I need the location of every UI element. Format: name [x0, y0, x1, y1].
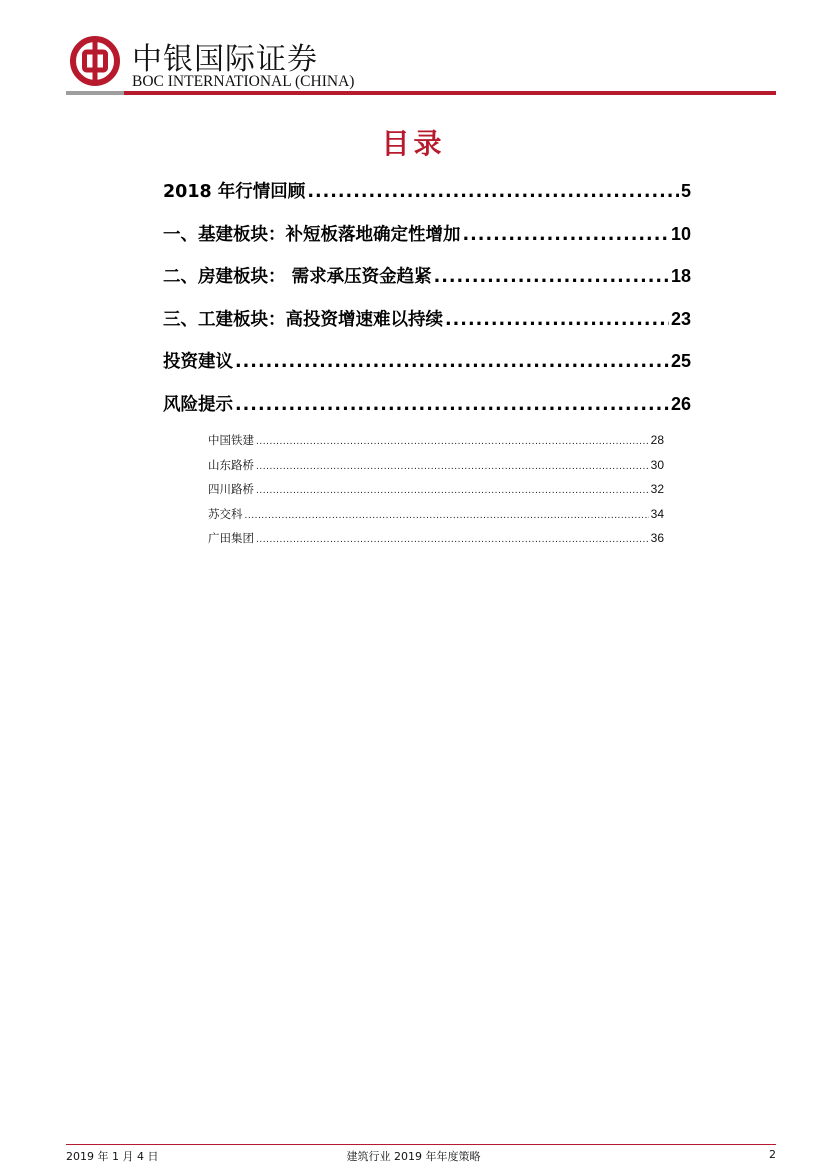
toc-leader-dots: [235, 395, 669, 415]
footer-date: 2019 年 1 月 4 日: [66, 1150, 159, 1163]
toc-entry-page: 18: [670, 266, 691, 286]
toc-sub-entry-label: 苏交科: [208, 506, 243, 521]
toc-entry[interactable]: [163, 221, 691, 264]
toc-entry-page: 10: [670, 223, 691, 244]
toc-leader-dots: [256, 535, 649, 545]
toc-sub-entry-page: 30: [650, 457, 664, 472]
toc-entry-label: 二、房建板块： 需求承压资金趋紧: [163, 267, 432, 287]
toc-entry-label: 一、基建板块：补短板落地确定性增加: [163, 224, 461, 245]
toc-sub-entry-page: 34: [650, 506, 664, 521]
toc-entry-page: 5: [680, 181, 691, 201]
toc-title: 目录: [381, 127, 446, 160]
toc-entry-page: 25: [670, 351, 691, 371]
page-header: [66, 30, 776, 100]
toc-sub-entry-label: 广田集团: [208, 531, 254, 546]
toc-sub-entry[interactable]: [208, 481, 664, 506]
toc-sub-list: [208, 432, 664, 555]
toc-entry-label: 三、工建板块：高投资增速难以持续: [163, 309, 443, 330]
toc-entry-label: 风险提示: [163, 394, 233, 415]
toc-sub-entry-label: 四川路桥: [208, 482, 254, 497]
brand-name-chinese: 中银国际证券: [132, 42, 318, 77]
toc-sub-entry[interactable]: [208, 457, 664, 482]
toc-leader-dots: [445, 310, 669, 330]
boc-logo-icon: [70, 36, 120, 86]
toc-sub-entry-page: 28: [650, 433, 664, 447]
toc-entry-label: 2018 年行情回顾: [163, 182, 306, 202]
toc-entry[interactable]: [163, 306, 691, 349]
toc-main: [163, 178, 691, 433]
toc-sub-entry-page: 36: [650, 531, 664, 546]
toc-entry[interactable]: [163, 348, 691, 391]
toc-leader-dots: [256, 437, 649, 447]
toc-entry-page: 23: [670, 308, 691, 329]
toc-entry[interactable]: [163, 263, 691, 306]
toc-sub-entry-label: 中国铁建: [208, 433, 254, 447]
toc-leader-dots: [256, 462, 649, 472]
toc-entry-label: 投资建议: [163, 352, 233, 372]
toc-leader-dots: [256, 486, 649, 496]
footer-rule: [66, 1144, 776, 1145]
toc-entry-page: 26: [670, 393, 691, 414]
toc-sub-entry[interactable]: [208, 506, 664, 531]
toc-sub-entry-label: 山东路桥: [208, 457, 254, 472]
header-rule-grey: [66, 91, 124, 95]
header-rule-red: [124, 91, 776, 95]
toc-entry[interactable]: [163, 391, 691, 434]
toc-leader-dots: [307, 182, 679, 202]
toc-leader-dots: [463, 225, 669, 245]
toc-sub-entry-page: 32: [650, 482, 664, 497]
toc-sub-entry[interactable]: [208, 432, 664, 457]
footer-report-title: 建筑行业 2019 年年度策略: [346, 1150, 481, 1163]
toc-entry[interactable]: [163, 178, 691, 221]
footer-page-number: 2: [769, 1148, 776, 1161]
toc-leader-dots: [245, 511, 649, 521]
toc-leader-dots: [434, 267, 669, 287]
toc-sub-entry[interactable]: [208, 530, 664, 555]
brand-name-english: BOC INTERNATIONAL (CHINA): [132, 73, 355, 90]
toc-leader-dots: [235, 352, 669, 372]
